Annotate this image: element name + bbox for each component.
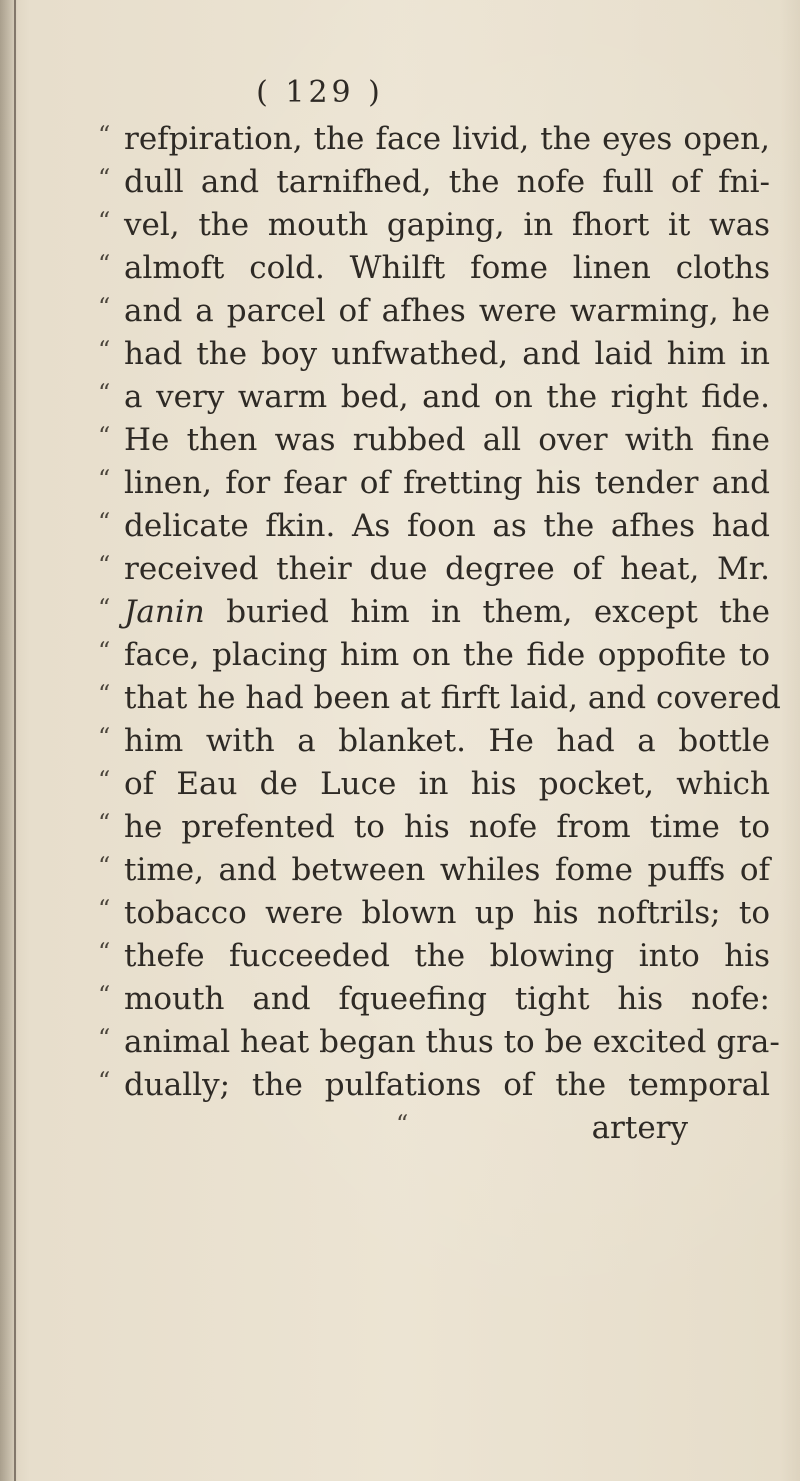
line-text: delicate fkin. As foon as the afhes had [124,508,770,544]
quote-mark: “ [98,680,111,708]
quote-mark: “ [98,1024,111,1052]
text-line [0,935,800,978]
quote-mark: “ [98,766,111,794]
quote-mark: “ [98,981,111,1009]
text-line [0,806,800,849]
line-text: dull and tarnifhed, the nofe full of fni- [124,164,770,200]
quote-mark: “ [98,594,111,622]
line-text: refpiration, the face livid, the eyes open, [124,121,770,157]
body-text [0,118,800,1150]
text-line [0,419,800,462]
quote-mark: “ [98,164,111,192]
line-text: He then was rubbed all over with fine [124,422,770,458]
text-line [0,677,800,720]
line-text: animal heat began thus to be excited gra- [124,1024,780,1060]
text-line [0,290,800,333]
line-text: time, and between whiles fome puffs of [124,852,770,888]
quote-mark: “ [98,637,111,665]
text-line [0,849,800,892]
quote-mark: “ [98,508,111,536]
line-text: tobacco were blown up his noftrils; to [124,895,770,931]
line-text: almoft cold. Whilft fome linen cloths [124,250,770,286]
text-line [0,505,800,548]
text-line [0,1021,800,1064]
line-text: him with a blanket. He had a bottle [124,723,770,759]
quote-mark: “ [98,895,111,923]
line-text: thefe fucceeded the blowing into his [124,938,770,974]
quote-mark: “ [98,852,111,880]
line-text: face, placing him on the fide oppofite to [124,637,770,673]
quote-mark: “ [98,250,111,278]
line-text: he prefented to his nofe from time to [124,809,770,845]
line-text: mouth and fqueefing tight his nofe: [124,981,770,1017]
line-text [124,591,770,634]
quote-mark: “ [98,465,111,493]
text-line [0,204,800,247]
text-line [0,161,800,204]
line-text: had the boy unfwathed, and laid him in [124,336,770,372]
line-text: dually; the pulfations of the temporal [124,1067,770,1103]
line-text: and a parcel of afhes were warming, he [124,293,770,329]
quote-mark: “ [98,336,111,364]
text-line [0,591,800,634]
line-text: vel, the mouth gaping, in fhort it was [124,207,770,243]
quote-mark: “ [98,293,111,321]
line-text: of Eau de Luce in his pocket, which [124,766,770,802]
text-line [0,634,800,677]
line-text-rest: buried him in them, except the [204,594,770,630]
quote-mark: “ [98,207,111,235]
quote-mark: “ [98,938,111,966]
page-number: ( 129 ) [256,75,384,110]
catchword-line [0,1107,800,1150]
text-line [0,247,800,290]
quote-mark: “ [98,379,111,407]
line-text: a very warm bed, and on the right fide. [124,379,770,415]
line-text: linen, for fear of fretting his tender and [124,465,770,501]
text-line [0,333,800,376]
quote-mark: “ [98,422,111,450]
text-line [0,978,800,1021]
quote-mark: “ [98,1067,111,1095]
text-line [0,462,800,505]
quote-mark: “ [98,121,111,149]
text-line [0,548,800,591]
text-line [0,763,800,806]
line-text: received their due degree of heat, Mr. [124,551,770,587]
quote-mark: “ [396,1110,409,1138]
line-text: that he had been at firft laid, and covered [124,680,781,716]
text-line [0,892,800,935]
text-line [0,376,800,419]
quote-mark: “ [98,809,111,837]
italic-name: Janin [124,594,205,630]
text-line [0,720,800,763]
text-line [0,118,800,161]
text-line [0,1064,800,1107]
quote-mark: “ [98,551,111,579]
quote-mark: “ [98,723,111,751]
catchword: artery [591,1110,688,1146]
